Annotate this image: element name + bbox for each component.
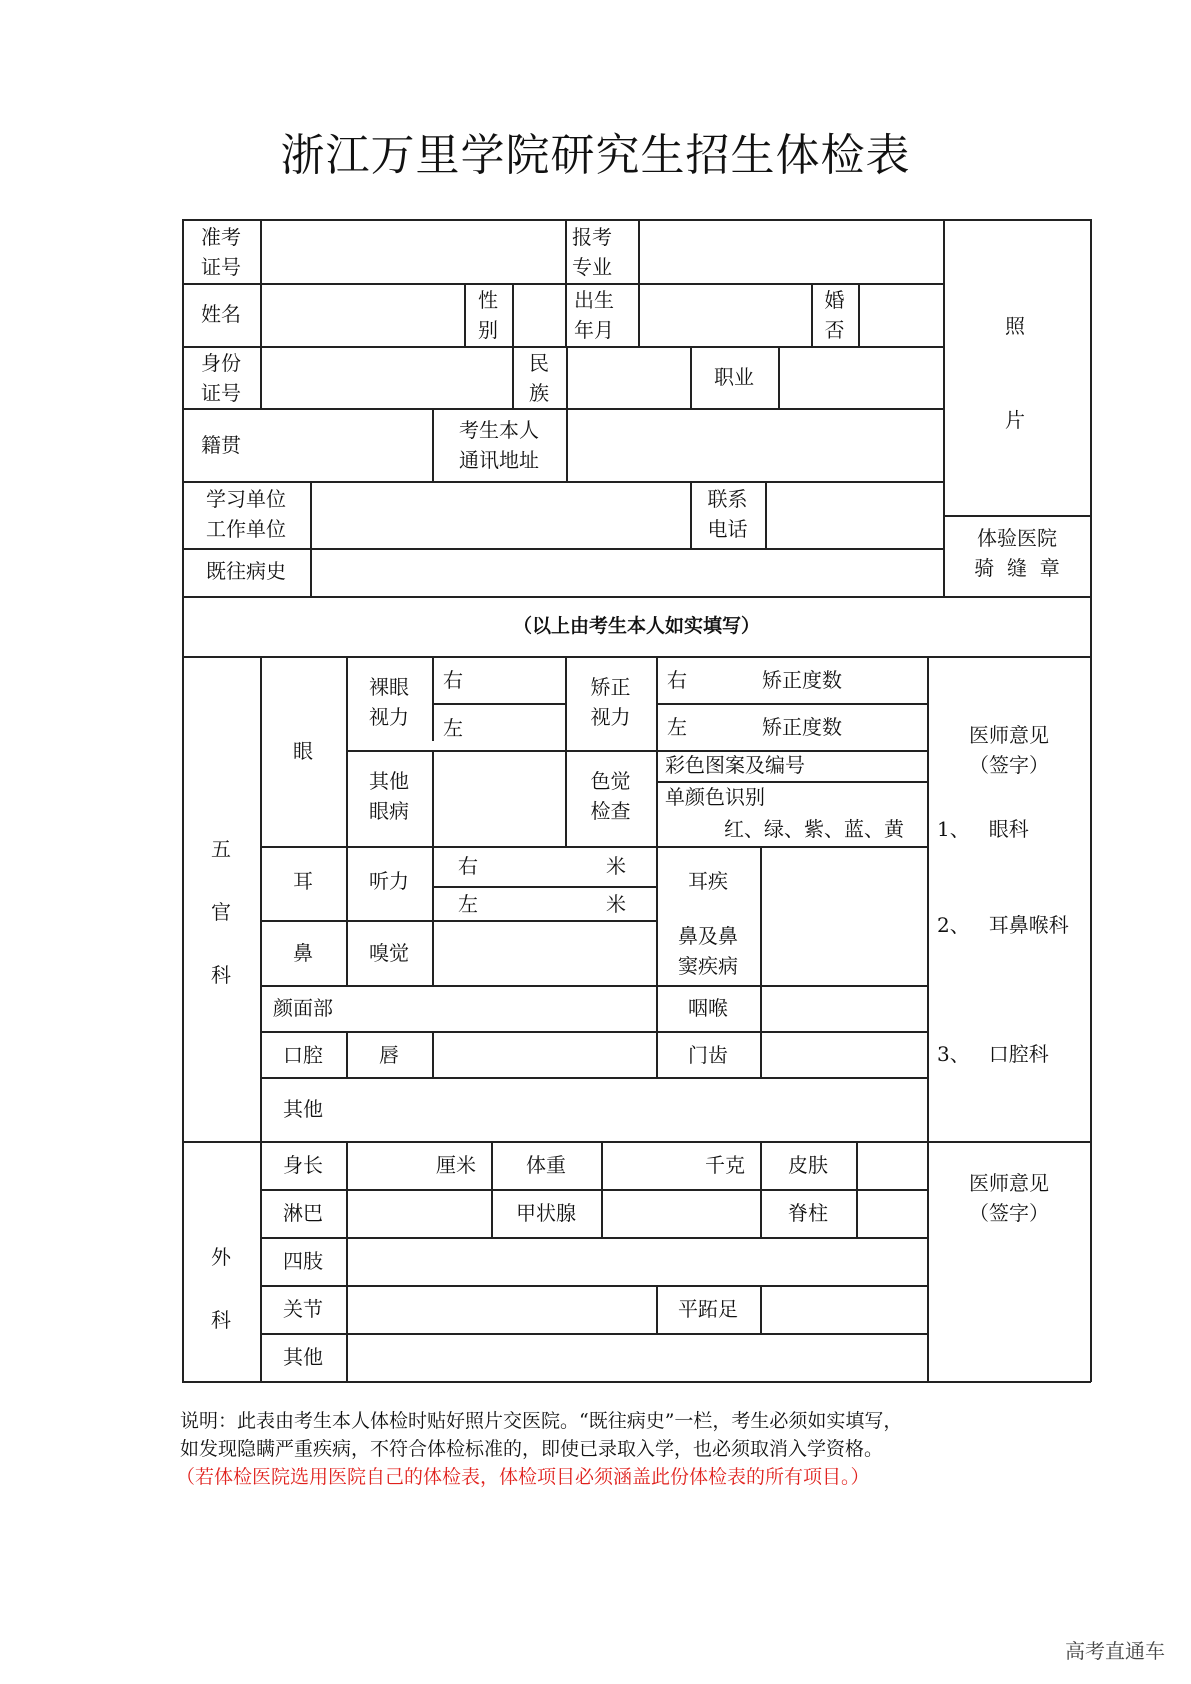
label-eye: 眼 — [293, 739, 313, 763]
label-other-eye: 其他 眼病 — [369, 769, 409, 823]
label-facial-other: 其他 — [283, 1097, 323, 1121]
label-phone: 联系 电话 — [707, 487, 748, 541]
label-mouth: 口腔 — [283, 1043, 323, 1067]
section-facial: 五 官 科 — [211, 837, 231, 987]
label-naked-vision: 裸眼 视力 — [369, 675, 409, 729]
dept-eye: 1、 眼科 — [937, 817, 1029, 841]
label-ear-disease: 耳疾 — [688, 869, 728, 893]
label-marriage: 婚 否 — [824, 288, 845, 342]
label-ethnicity: 民 族 — [529, 351, 549, 405]
dept-ent: 2、 耳鼻喉科 — [937, 913, 1069, 937]
label-occupation: 职业 — [714, 365, 754, 389]
photo-label-top: 照 — [1005, 314, 1025, 338]
label-spine: 脊柱 — [788, 1201, 828, 1225]
label-face: 颜面部 — [273, 996, 333, 1020]
height-unit: 厘米 — [436, 1153, 476, 1177]
label-height: 身长 — [283, 1153, 323, 1177]
surgery-doctor-opinion: 医师意见 （签字） — [969, 1171, 1049, 1225]
label-thyroid: 甲状腺 — [516, 1201, 576, 1225]
facial-doctor-opinion: 医师意见 （签字） — [969, 723, 1049, 777]
label-hearing: 听力 — [369, 869, 409, 893]
naked-right: 右 — [443, 668, 463, 692]
label-sinus: 鼻及鼻 窦疾病 — [678, 924, 738, 978]
label-smell: 嗅觉 — [369, 941, 409, 965]
label-skin: 皮肤 — [788, 1153, 828, 1177]
label-color-check: 色觉 检查 — [590, 769, 631, 823]
label-address: 考生本人 通讯地址 — [459, 418, 539, 472]
hospital-stamp-label: 体验医院 骑 缝 章 — [974, 526, 1060, 580]
section-surgery: 外 科 — [211, 1245, 231, 1332]
self-fill-note: （以上由考生本人如实填写） — [512, 615, 760, 637]
hearing-left-unit: 米 — [606, 892, 626, 916]
label-weight: 体重 — [526, 1153, 566, 1177]
label-birth: 出生 年月 — [574, 288, 614, 342]
label-flatfoot: 平跖足 — [678, 1297, 738, 1321]
page-title: 浙江万里学院研究生招生体检表 — [280, 130, 911, 181]
label-workplace: 学习单位 工作单位 — [206, 487, 286, 541]
label-mono-color: 单颜色识别 — [665, 785, 765, 809]
label-gender: 性 别 — [478, 288, 498, 342]
corrected-left-degree: 矫正度数 — [762, 715, 842, 739]
dept-oral: 3、 口腔科 — [937, 1042, 1049, 1066]
corrected-left: 左 — [667, 715, 687, 739]
photo-label-bottom: 片 — [1005, 408, 1025, 432]
hearing-right: 右 — [458, 854, 478, 878]
label-corrected-vision: 矫正 视力 — [590, 675, 631, 729]
corrected-right-degree: 矫正度数 — [762, 668, 842, 692]
note-line-3: （若体检医院选用医院自己的体检表，体检项目必须涵盖此份体检表的所有项目。） — [176, 1466, 870, 1488]
label-history: 既往病史 — [206, 559, 286, 583]
note-line-1: 说明：此表由考生本人体检时贴好照片交医院。“既往病史”一栏，考生必须如实填写， — [180, 1410, 903, 1432]
label-colors: 红、绿、紫、蓝、黄 — [724, 817, 904, 841]
naked-left: 左 — [443, 716, 463, 740]
label-name: 姓名 — [201, 302, 241, 326]
label-throat: 咽喉 — [688, 996, 728, 1020]
label-incisor: 门齿 — [688, 1043, 728, 1067]
label-ear: 耳 — [293, 869, 313, 893]
label-lip: 唇 — [379, 1043, 399, 1067]
label-native: 籍贯 — [201, 433, 241, 457]
label-nose: 鼻 — [293, 941, 313, 965]
watermark: 高考直通车 — [1065, 1639, 1165, 1663]
label-major: 报考 专业 — [572, 225, 612, 279]
label-color-pattern: 彩色图案及编号 — [665, 753, 805, 777]
label-lymph: 淋巴 — [283, 1201, 323, 1225]
hearing-left: 左 — [458, 892, 478, 916]
note-line-2: 如发现隐瞒严重疾病，不符合体检标准的，即使已录取入学，也必须取消入学资格。 — [180, 1438, 884, 1460]
label-id-card: 身份 证号 — [201, 351, 241, 405]
weight-unit: 千克 — [705, 1153, 745, 1177]
label-exam-no: 准考 证号 — [201, 225, 241, 279]
label-limbs: 四肢 — [283, 1249, 323, 1273]
corrected-right: 右 — [667, 668, 687, 692]
label-joints: 关节 — [283, 1297, 323, 1321]
label-surgery-other: 其他 — [283, 1345, 323, 1369]
hearing-right-unit: 米 — [606, 854, 626, 878]
